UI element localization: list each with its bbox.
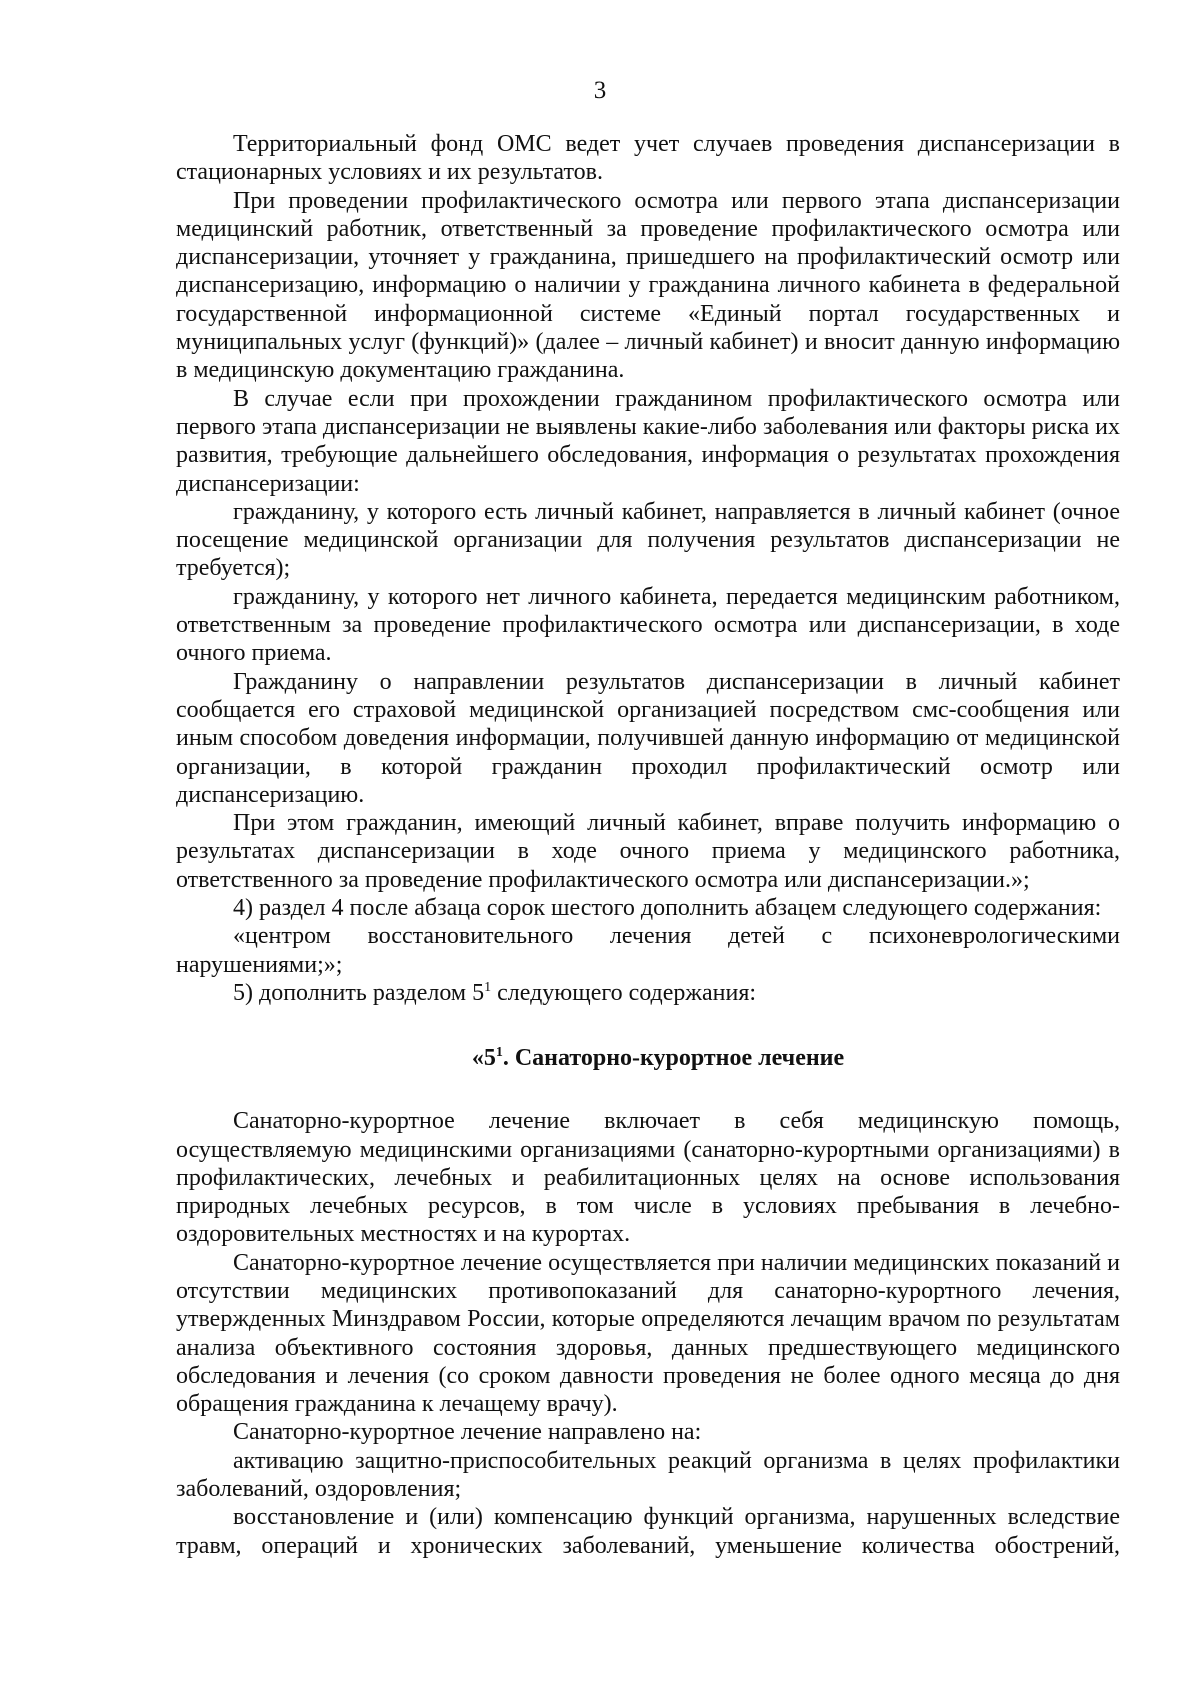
- paragraph: Санаторно-курортное лечение направлено на:: [233, 1419, 702, 1446]
- paragraph: Санаторно-курортное лечение включает в себя медицинскую помощь, осуществляемую медицинскими организациями (санаторно-курортными организациями) в профилактических, лечебных и реабилитационных целях на основе использования природных лечебных ресурсов, в том числе в условиях пребывания в лечебно-оздоровительных местностях и на курортах.: [176, 1108, 1120, 1248]
- document-body: [176, 130, 1120, 1560]
- paragraph: При этом гражданин, имеющий личный кабинет, вправе получить информацию о результатах диспансеризации в ходе очного приема у медицинского работника, ответственного за проведение профилактического осмотра или диспансеризации.»;: [176, 810, 1120, 893]
- paragraph: восстановление и (или) компенсацию функций организма, нарушенных вследствие травм, операций и хронических заболеваний, уменьшение количества обострений,: [176, 1504, 1120, 1559]
- heading-superscript: 1: [495, 1045, 503, 1061]
- paragraph: Санаторно-курортное лечение осуществляется при наличии медицинских показаний и отсутствии медицинских противопоказаний для санаторно-курортного лечения, утвержденных Минздравом России, которые определяются лечащим врачом по результатам анализа объективного состояния здоровья, данных предшествующего медицинского обследования и лечения (со сроком давности проведения не более одного месяца до дня обращения гражданина к лечащему врачу).: [176, 1249, 1120, 1418]
- paragraph: активацию защитно-приспособительных реакций организма в целях профилактики заболеваний, оздоровления;: [176, 1447, 1120, 1503]
- heading-text: «5: [471, 1045, 496, 1072]
- paragraph: гражданину, у которого есть личный кабинет, направляется в личный кабинет (очное посещение медицинской организации для получения результатов диспансеризации не требуется);: [176, 498, 1120, 582]
- item5-superscript: 1: [484, 979, 492, 995]
- paragraph-item-5: [176, 979, 1120, 1007]
- page-number: 3: [593, 77, 607, 104]
- item5-text-end: следующего содержания:: [491, 979, 757, 1006]
- paragraph: При проведении профилактического осмотра или первого этапа диспансеризации медицинский работник, ответственный за проведение профилактического осмотра или диспансеризации, уточняет у гражданина, пришедшего на профилактический осмотр или диспансеризацию, информацию о наличии у гражданина личного кабинета в федеральной государственной информационной системе «Единый портал государственных и муниципальных услуг (функций)» (далее – личный кабинет) и вносит данную информацию в медицинскую документацию гражданина.: [176, 187, 1120, 384]
- paragraph: Территориальный фонд ОМС ведет учет случаев проведения диспансеризации в стационарных условиях и их результатов.: [176, 131, 1120, 186]
- paragraph: Гражданину о направлении результатов диспансеризации в личный кабинет сообщается его страховой медицинской организацией посредством смс-сообщения или иным способом доведения информации, получившей данную информацию от медицинской организации, в которой гражданин проходил профилактический осмотр или диспансеризацию.: [176, 668, 1120, 808]
- item5-text: 5) дополнить разделом 5: [233, 979, 485, 1006]
- heading-title: . Санаторно-курортное лечение: [502, 1045, 845, 1072]
- paragraph: «центром восстановительного лечения детей с психоневрологическими нарушениями;»;: [176, 923, 1120, 978]
- paragraph: гражданину, у которого нет личного кабинета, передается медицинским работником, ответственным за проведение профилактического осмотра или диспансеризации, в ходе очного приема.: [176, 583, 1120, 667]
- section-heading: [176, 1043, 1120, 1073]
- paragraph: В случае если при прохождении гражданином профилактического осмотра или первого этапа диспансеризации не выявлены какие-либо заболевания или факторы риска их развития, требующие дальнейшего обследования, информация о результатах прохождения диспансеризации:: [176, 385, 1120, 497]
- paragraph: 4) раздел 4 после абзаца сорок шестого дополнить абзацем следующего содержания:: [233, 895, 1102, 922]
